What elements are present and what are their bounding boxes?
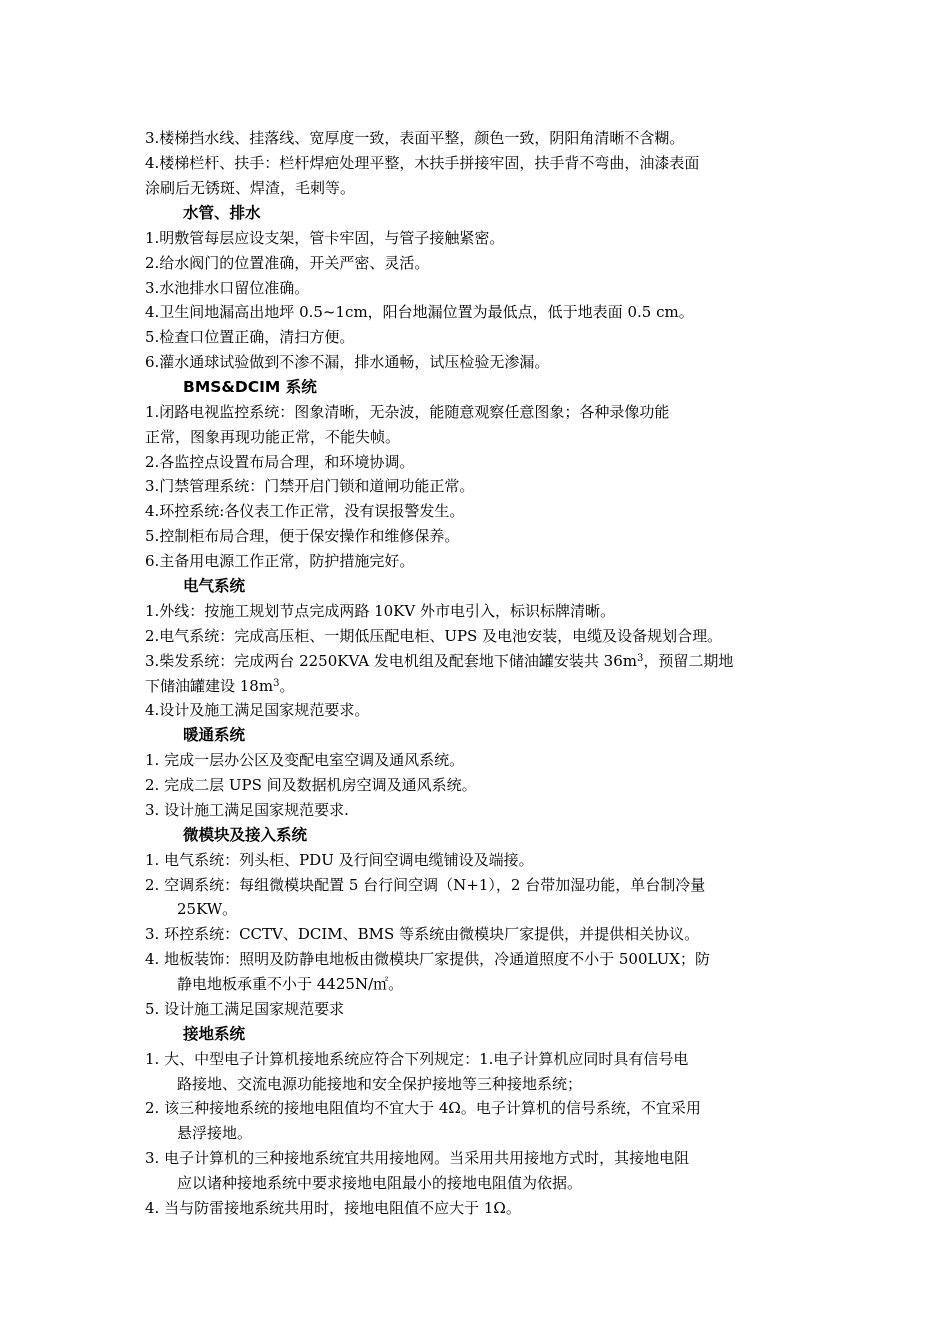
electrical-item-3-line2-text: 下储油罐建设 18m	[145, 677, 274, 695]
grounding-item-1-line2: 路接地、交流电源功能接地和安全保护接地等三种接地系统；	[177, 1075, 583, 1093]
electrical-item-3-line2-tail: 。	[279, 677, 295, 695]
section-heading-hvac: 暖通系统	[183, 726, 246, 744]
electrical-item-1: 1.外线：按施工规划节点完成两路 10KV 外市电引入，标识标牌清晰。	[145, 602, 615, 620]
stairs-item-4-line2: 涂刷后无锈斑、焊渣，毛刺等。	[145, 179, 356, 197]
micro-item-4-line2: 静电地板承重不小于 4425N/㎡。	[177, 975, 404, 993]
stairs-item-3: 3.楼梯挡水线、挂落线、宽厚度一致，表面平整，颜色一致，阴阳角清晰不含糊。	[145, 129, 685, 147]
grounding-item-2-line1: 2. 该三种接地系统的接地电阻值均不宜大于 4Ω。电子计算机的信号系统，不宜采用	[145, 1099, 701, 1117]
section-heading-grounding: 接地系统	[183, 1025, 246, 1043]
hvac-item-3: 3. 设计施工满足国家规范要求.	[145, 801, 349, 819]
superscript-cubic: 3	[636, 653, 644, 664]
hvac-item-1: 1. 完成一层办公区及变配电室空调及通风系统。	[145, 751, 465, 769]
micro-item-2-line1: 2. 空调系统：每组微模块配置 5 台行间空调（N+1），2 台带加湿功能，单台制冷量	[145, 876, 706, 894]
micro-item-3: 3. 环控系统：CCTV、DCIM、BMS 等系统由微模块厂家提供，并提供相关协议。	[145, 925, 700, 943]
bms-item-1-line2: 正常，图象再现功能正常，不能失帧。	[145, 428, 401, 446]
micro-item-2-line2: 25KW。	[177, 900, 238, 918]
stairs-item-4-line1: 4.楼梯栏杆、扶手：栏杆焊疤处理平整，木扶手拼接牢固，扶手背不弯曲，油漆表面	[145, 154, 700, 172]
electrical-item-3-line1	[145, 651, 825, 671]
bms-item-1-line1: 1.闭路电视监控系统：图象清晰，无杂波，能随意观察任意图象；各种录像功能	[145, 403, 670, 421]
bms-item-2: 2.各监控点设置布局合理，和环境协调。	[145, 453, 415, 471]
bms-item-4: 4.环控系统:各仪表工作正常，没有误报警发生。	[145, 502, 465, 520]
electrical-item-2: 2.电气系统：完成高压柜、一期低压配电柜、UPS 及电池安装，电缆及设备规划合理。	[145, 627, 723, 645]
superscript-cubic-2: 3	[273, 678, 280, 689]
grounding-item-3-line1: 3. 电子计算机的三种接地系统宜共用接地网。当采用共用接地方式时，其接地电阻	[145, 1149, 690, 1167]
water-item-2: 2.给水阀门的位置准确，开关严密、灵活。	[145, 254, 430, 272]
bms-item-3: 3.门禁管理系统：门禁开启门锁和道闸功能正常。	[145, 477, 475, 495]
section-heading-water: 水管、排水	[183, 204, 261, 222]
electrical-item-3-tail: ，预留二期地	[643, 652, 734, 670]
electrical-item-4: 4.设计及施工满足国家规范要求。	[145, 701, 370, 719]
grounding-item-3-line2: 应以诸种接地系统中要求接地电阻最小的接地电阻值为依据。	[177, 1174, 583, 1192]
section-heading-bms: BMS&DCIM 系统	[183, 378, 317, 396]
water-item-5: 5.检查口位置正确，清扫方便。	[145, 328, 355, 346]
electrical-item-3-text: 3.柴发系统：完成两台 2250KVA 发电机组及配套地下储油罐安装共 36m	[145, 652, 637, 670]
electrical-item-3-line2	[145, 676, 825, 696]
micro-item-5: 5. 设计施工满足国家规范要求	[145, 1000, 345, 1018]
bms-item-5: 5.控制柜布局合理，便于保安操作和维修保养。	[145, 527, 460, 545]
grounding-item-4: 4. 当与防雷接地系统共用时，接地电阻值不应大于 1Ω。	[145, 1199, 521, 1217]
section-heading-micro-module: 微模块及接入系统	[183, 826, 308, 844]
bms-item-6: 6.主备用电源工作正常，防护措施完好。	[145, 552, 415, 570]
grounding-item-1-line1: 1. 大、中型电子计算机接地系统应符合下列规定：1.电子计算机应同时具有信号电	[145, 1050, 689, 1068]
hvac-item-2: 2. 完成二层 UPS 间及数据机房空调及通风系统。	[145, 776, 477, 794]
water-item-6: 6.灌水通球试验做到不渗不漏，排水通畅，试压检验无渗漏。	[145, 353, 550, 371]
water-item-3: 3.水池排水口留位准确。	[145, 279, 310, 297]
water-item-1: 1.明敷管每层应设支架，管卡牢固，与管子接触紧密。	[145, 229, 505, 247]
grounding-item-2-line2: 悬浮接地。	[177, 1124, 253, 1142]
micro-item-4-line1: 4. 地板装饰：照明及防静电地板由微模块厂家提供，冷通道照度不小于 500LUX；防	[145, 950, 710, 968]
micro-item-1: 1. 电气系统：列头柜、PDU 及行间空调电缆铺设及端接。	[145, 851, 534, 869]
section-heading-electrical: 电气系统	[183, 577, 246, 595]
water-item-4: 4.卫生间地漏高出地坪 0.5~1cm，阳台地漏位置为最低点，低于地表面 0.5 cm。	[145, 303, 694, 321]
